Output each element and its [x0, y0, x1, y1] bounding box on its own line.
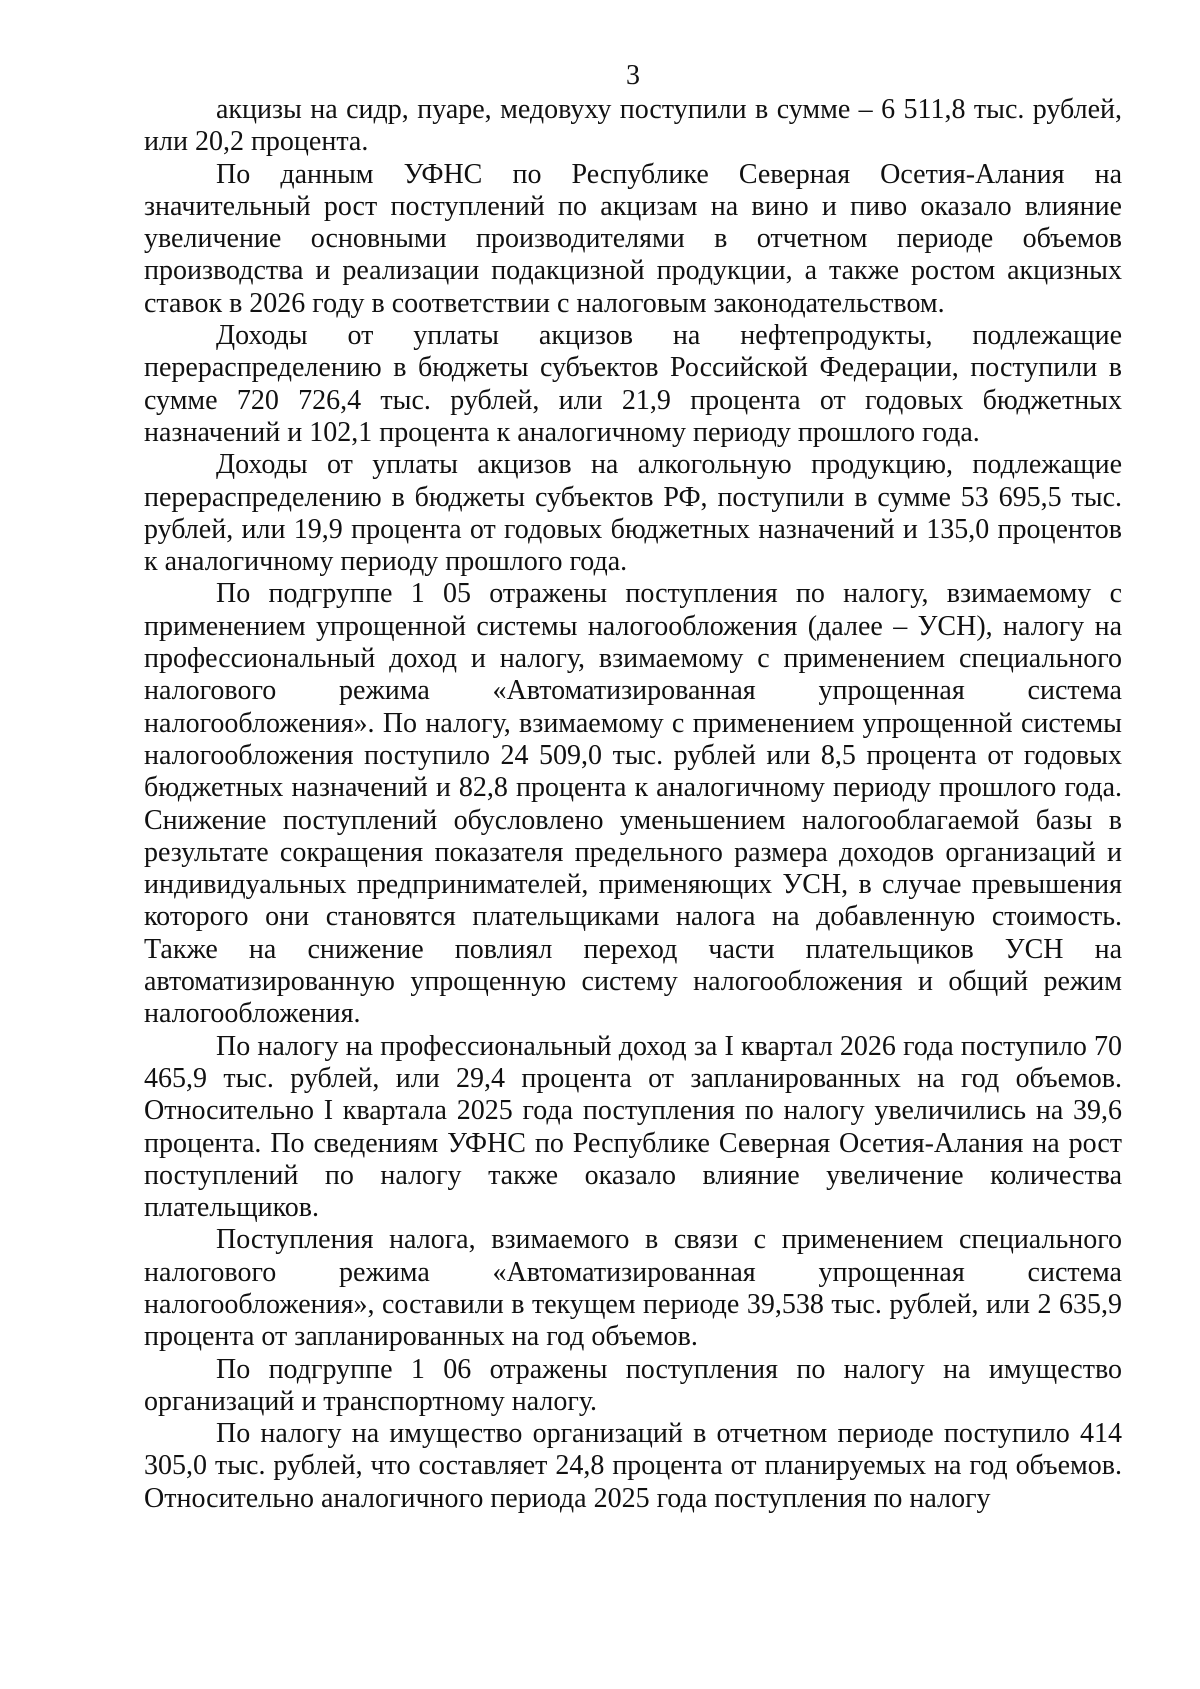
paragraph-ufns-wine-beer: По данным УФНС по Республике Северная Осетия-Алания на значительный рост поступлений по акцизам на вино и пиво оказало влияние увеличение основными производителями в отчетном периоде объемов производства и реализации подакцизной продукции, а также ростом акцизных ставок в 2026 году в соответствии с налоговым законодательством. [144, 158, 1122, 319]
paragraph-cider-excise: акцизы на сидр, пуаре, медовуху поступили в сумме – 6 511,8 тыс. рублей, или 20,2 процента. [144, 94, 1122, 158]
page-number: 3 [626, 60, 640, 91]
paragraph-property-tax: По налогу на имущество организаций в отчетном периоде поступило 414 305,0 тыс. рублей, что составляет 24,8 процента от планируемых на год объемов. Относительно аналогичного периода 2025 года поступления по налогу [144, 1418, 1122, 1514]
paragraph-alcohol-excise: Доходы от уплаты акцизов на алкогольную продукцию, подлежащие перераспределению в бюджеты субъектов РФ, поступили в сумме 53 695,5 тыс. рублей, или 19,9 процента от годовых бюджетных назначений и 135,0 процентов к аналогичному периоду прошлого года. [144, 449, 1122, 578]
document-page [144, 62, 1122, 1515]
paragraph-subgroup-106: По подгруппе 1 06 отражены поступления по налогу на имущество организаций и транспортному налогу. [144, 1353, 1122, 1417]
paragraph-professional-income-tax: По налогу на профессиональный доход за I квартал 2026 года поступило 70 465,9 тыс. рублей, или 29,4 процента от запланированных на год объемов. Относительно I квартала 2025 года поступления по налогу увеличились на 39,6 процента. По сведениям УФНС по Республике Северная Осетия-Алания на рост поступлений по налогу также оказало влияние увеличение количества плательщиков. [144, 1030, 1122, 1224]
paragraph-ausn-tax: Поступления налога, взимаемого в связи с применением специального налогового режима «Автоматизированная упрощенная система налогообложения», составили в текущем периоде 39,538 тыс. рублей, или 2 635,9 процента от запланированных на год объемов. [144, 1224, 1122, 1353]
paragraph-petroleum-excise: Доходы от уплаты акцизов на нефтепродукты, подлежащие перераспределению в бюджеты субъектов Российской Федерации, поступили в сумме 720 726,4 тыс. рублей, или 21,9 процента от годовых бюджетных назначений и 102,1 процента к аналогичному периоду прошлого года. [144, 320, 1122, 448]
paragraph-subgroup-105: По подгруппе 1 05 отражены поступления по налогу, взимаемому с применением упрощенной системы налогообложения (далее – УСН), налогу на профессиональный доход и налогу, взимаемому с применением специального налогового режима «Автоматизированная упрощенная система налогообложения». По налогу, взимаемому с применением упрощенной системы налогообложения поступило 24 509,0 тыс. рублей или 8,5 процента от годовых бюджетных назначений и 82,8 процента к аналогичному периоду прошлого года. Снижение поступлений обусловлено уменьшением налогооблагаемой базы в результате сокращения показателя предельного размера доходов организаций и индивидуальных предпринимателей, применяющих УСН, в случае превышения которого они становятся плательщиками налога на добавленную стоимость. Также на снижение повлиял переход части плательщиков УСН на автоматизированную упрощенную систему налогообложения и общий режим налогообложения. [144, 578, 1122, 1030]
